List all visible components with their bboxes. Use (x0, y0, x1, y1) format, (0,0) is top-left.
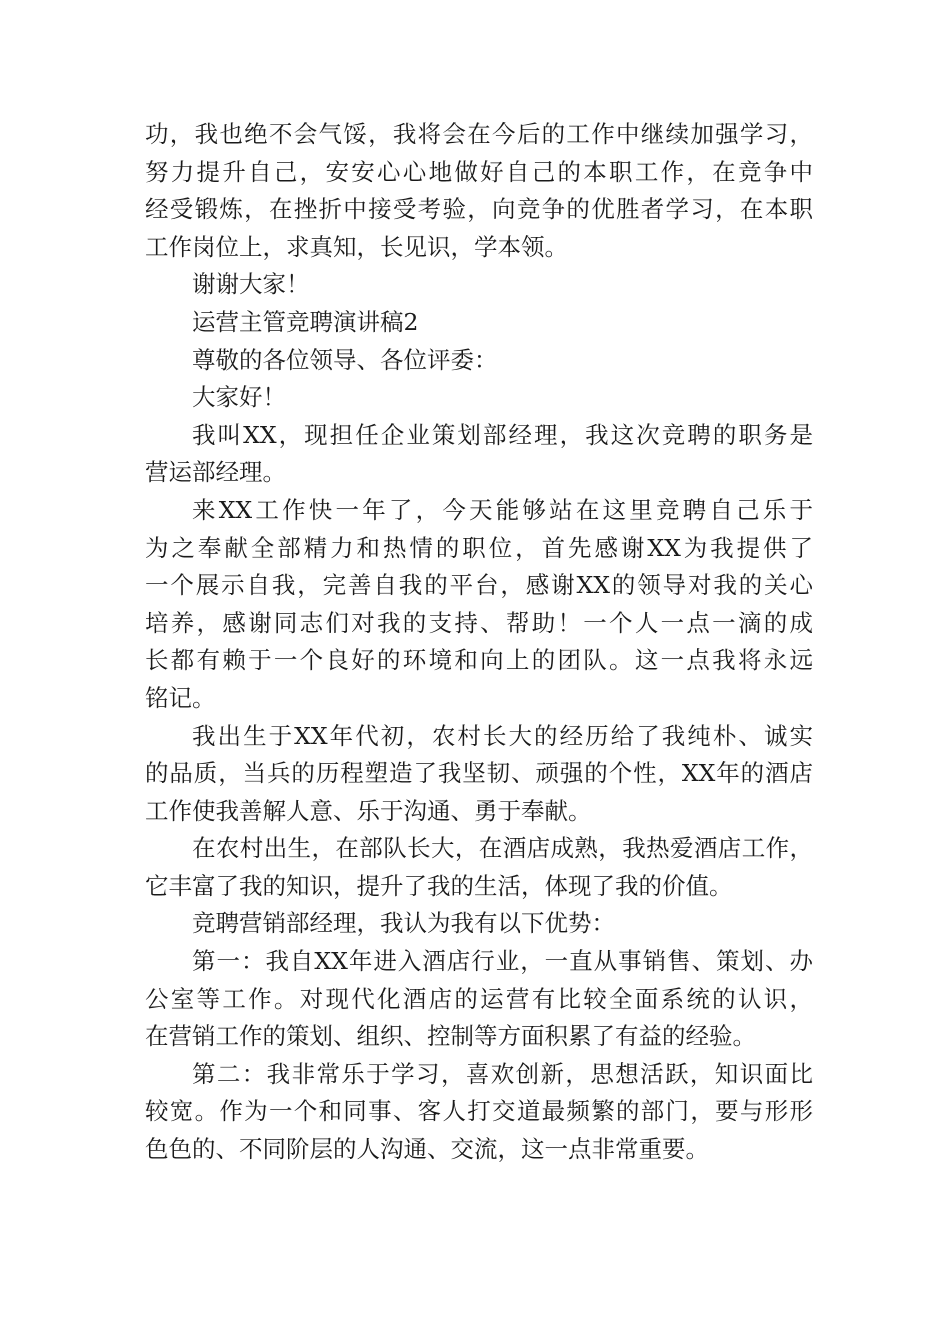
paragraph-greeting (145, 379, 813, 417)
text-line: 工作使我善解人意、乐于沟通、勇于奉献。 (145, 796, 592, 825)
text-line: 我出生于XX年代初，农村长大的经历给了我纯朴、诚实 (192, 721, 813, 750)
text-line: 来XX工作快一年了，今天能够站在这里竞聘自己乐于 (192, 495, 813, 524)
text-line: 谢谢大家！ (192, 270, 310, 299)
text-line: 铭记。 (145, 683, 216, 712)
text-line: 在农村出生，在部队长大，在酒店成熟，我热爱酒店工作， (192, 834, 813, 863)
text-line: 大家好！ (192, 383, 286, 412)
paragraph-second (145, 1056, 813, 1169)
text-line: 培养，感谢同志们对我的支持、帮助！一个人一点一滴的成 (145, 608, 813, 637)
text-line: 工作岗位上，求真知，长见识，学本领。 (145, 232, 568, 261)
text-line: 尊敬的各位领导、各位评委： (192, 345, 498, 374)
paragraph-thanks (145, 266, 813, 304)
paragraph-advantages (145, 905, 813, 943)
text-line: 长都有赖于一个良好的环境和向上的团队。这一点我将永远 (145, 646, 813, 675)
paragraph-background (145, 718, 813, 831)
document-page (145, 116, 813, 1169)
text-line: 一个展示自我，完善自我的平台，感谢XX的领导对我的关心 (145, 571, 813, 600)
section-title: 运营主管竞聘演讲稿2 (192, 307, 419, 336)
paragraph-intro (145, 417, 813, 492)
text-line: 公室等工作。对现代化酒店的运营有比较全面系统的认识， (145, 984, 813, 1013)
paragraph-first (145, 943, 813, 1056)
text-line: 它丰富了我的知识，提升了我的生活，体现了我的价值。 (145, 871, 733, 900)
paragraph-thanks-xx (145, 492, 813, 718)
paragraph-salutation (145, 342, 813, 380)
text-line: 我叫XX，现担任企业策划部经理，我这次竞聘的职务是 (192, 420, 813, 449)
text-line: 较宽。作为一个和同事、客人打交道最频繁的部门，要与形形 (145, 1097, 813, 1126)
text-line: 努力提升自己，安安心心地做好自己的本职工作，在竞争中 (145, 157, 813, 186)
text-line: 为之奉献全部精力和热情的职位，首先感谢XX为我提供了 (145, 533, 813, 562)
text-line: 竞聘营销部经理，我认为我有以下优势： (192, 909, 615, 938)
text-line: 在营销工作的策划、组织、控制等方面积累了有益的经验。 (145, 1022, 756, 1051)
text-line: 功，我也绝不会气馁，我将会在今后的工作中继续加强学习， (145, 120, 813, 148)
paragraph-1 (145, 116, 813, 266)
paragraph-title (145, 304, 813, 342)
text-line: 营运部经理。 (145, 458, 286, 487)
text-line: 第二：我非常乐于学习，喜欢创新，思想活跃，知识面比 (192, 1059, 813, 1088)
text-line: 的品质，当兵的历程塑造了我坚韧、顽强的个性，XX年的酒店 (145, 759, 813, 788)
text-line: 经受锻炼，在挫折中接受考验，向竞争的优胜者学习，在本职 (145, 195, 813, 224)
text-line: 色色的、不同阶层的人沟通、交流，这一点非常重要。 (145, 1135, 709, 1164)
text-line: 第一：我自XX年进入酒店行业，一直从事销售、策划、办 (192, 947, 813, 976)
paragraph-love-hotel (145, 830, 813, 905)
